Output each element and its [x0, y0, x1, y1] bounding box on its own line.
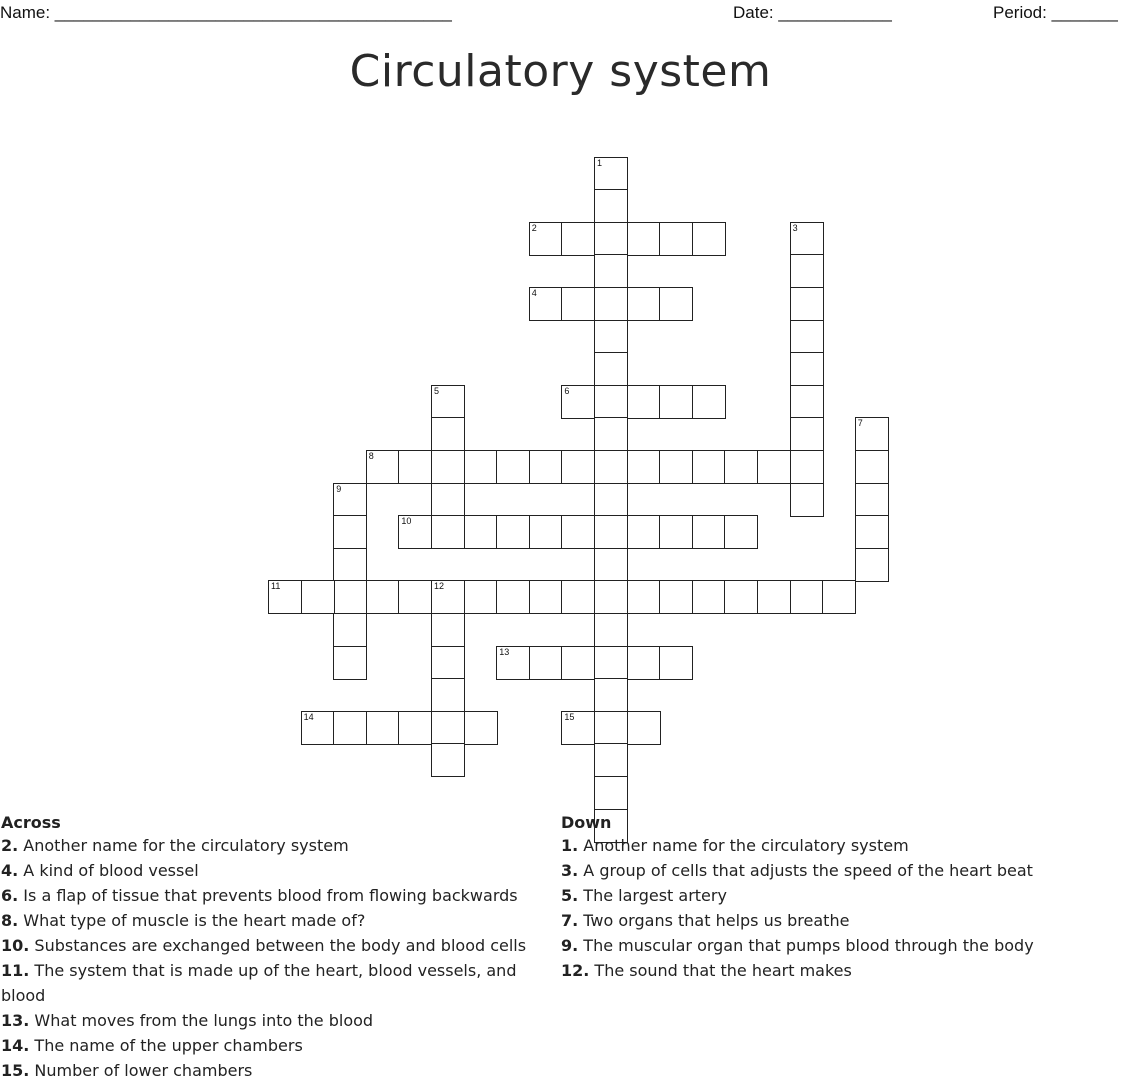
crossword-cell[interactable]: [627, 450, 661, 484]
crossword-cell[interactable]: [333, 548, 367, 582]
crossword-cell[interactable]: [692, 385, 726, 419]
clue-number: 5.: [561, 886, 579, 905]
crossword-cell[interactable]: [822, 580, 856, 614]
crossword-cell[interactable]: [855, 515, 889, 549]
crossword-cell[interactable]: [561, 450, 595, 484]
crossword-cell[interactable]: [724, 450, 758, 484]
crossword-cell[interactable]: [757, 580, 791, 614]
clue-number: 7: [857, 418, 863, 429]
clue-number: 11.: [1, 961, 30, 980]
crossword-cell[interactable]: [790, 352, 824, 386]
crossword-cell[interactable]: [301, 580, 335, 614]
crossword-cell[interactable]: [627, 515, 661, 549]
crossword-cell[interactable]: [724, 515, 758, 549]
crossword-cell[interactable]: [594, 320, 628, 354]
clue-number: 13: [499, 646, 510, 657]
crossword-cell[interactable]: [366, 450, 400, 484]
crossword-cell[interactable]: [431, 613, 465, 647]
crossword-cell[interactable]: [366, 580, 400, 614]
crossword-cell[interactable]: [659, 222, 693, 256]
clue-text: The largest artery: [578, 886, 727, 905]
crossword-cell[interactable]: [561, 711, 595, 745]
crossword-cell[interactable]: [333, 613, 367, 647]
clue-number: 15: [564, 711, 575, 722]
clue-text: Two organs that helps us breathe: [578, 911, 850, 930]
across-clue-list: [1, 833, 541, 1083]
clue-number: 7.: [561, 911, 579, 930]
crossword-cell[interactable]: [594, 613, 628, 647]
clue-number: 12.: [561, 961, 590, 980]
crossword-cell[interactable]: [398, 711, 432, 745]
crossword-cell[interactable]: [561, 646, 595, 680]
crossword-cell[interactable]: [594, 548, 628, 582]
clue-number: 1: [597, 157, 603, 168]
crossword-cell[interactable]: [594, 385, 628, 419]
across-clue: [1, 908, 541, 933]
crossword-cell[interactable]: [594, 743, 628, 777]
crossword-cell[interactable]: [398, 580, 432, 614]
crossword-cell[interactable]: [529, 287, 563, 321]
across-clue: [1, 858, 541, 883]
crossword-cell[interactable]: [333, 483, 367, 517]
across-clue: [1, 833, 541, 858]
clue-number: 10.: [1, 936, 30, 955]
clue-number: 3: [792, 222, 798, 233]
crossword-cell[interactable]: [529, 580, 563, 614]
clue-number: 2: [531, 222, 537, 233]
crossword-cell[interactable]: [431, 743, 465, 777]
crossword-cell[interactable]: [464, 450, 498, 484]
clue-text: The muscular organ that pumps blood through the body: [578, 936, 1034, 955]
crossword-cell[interactable]: [594, 254, 628, 288]
crossword-cell[interactable]: [561, 385, 595, 419]
clue-number: 6: [564, 385, 570, 396]
clue-text: Substances are exchanged between the body and blood cells: [29, 936, 527, 955]
clue-number: 12: [434, 581, 445, 592]
crossword-cell[interactable]: [594, 580, 628, 614]
clue-text: A kind of blood vessel: [18, 861, 199, 880]
crossword-cell[interactable]: [561, 287, 595, 321]
across-clue: [1, 883, 541, 908]
clue-text: A group of cells that adjusts the speed of the heart beat: [578, 861, 1033, 880]
crossword-cell[interactable]: [594, 711, 628, 745]
crossword-cell[interactable]: [790, 385, 824, 419]
crossword-cell[interactable]: [659, 515, 693, 549]
clue-number: 14: [303, 711, 314, 722]
down-clue: [561, 958, 1116, 983]
down-clue-list: [561, 833, 1116, 983]
clue-text: The name of the upper chambers: [29, 1036, 303, 1055]
crossword-cell[interactable]: [594, 678, 628, 712]
crossword-cell[interactable]: [268, 580, 302, 614]
crossword-cell[interactable]: [333, 646, 367, 680]
crossword-cell[interactable]: [627, 287, 661, 321]
clue-number: 14.: [1, 1036, 30, 1055]
crossword-cell[interactable]: [659, 385, 693, 419]
page-title: Circulatory system: [349, 46, 772, 97]
down-clue: [561, 833, 1116, 858]
crossword-cell[interactable]: [627, 222, 661, 256]
crossword-cell[interactable]: [594, 417, 628, 451]
date-field[interactable]: Date: ____________: [733, 3, 892, 22]
crossword-cell[interactable]: [594, 189, 628, 223]
crossword-cell[interactable]: [333, 580, 367, 614]
clue-text: Another name for the circulatory system: [578, 836, 909, 855]
crossword-cell[interactable]: [398, 450, 432, 484]
crossword-cell[interactable]: [627, 646, 661, 680]
clue-text: Another name for the circulatory system: [18, 836, 349, 855]
crossword-cell[interactable]: [855, 483, 889, 517]
across-clue: [1, 958, 541, 1008]
crossword-cell[interactable]: [692, 515, 726, 549]
crossword-cell[interactable]: [790, 580, 824, 614]
crossword-cell[interactable]: [659, 287, 693, 321]
crossword-cell[interactable]: [366, 711, 400, 745]
clue-number: 1.: [561, 836, 579, 855]
crossword-cell[interactable]: [659, 450, 693, 484]
clue-number: 8: [368, 451, 374, 461]
crossword-cell[interactable]: [790, 320, 824, 354]
crossword-cell[interactable]: [594, 450, 628, 484]
crossword-cell[interactable]: [561, 515, 595, 549]
clue-number: 9: [336, 483, 342, 494]
name-field[interactable]: Name: __________________________________________: [0, 3, 452, 22]
clue-text: Number of lower chambers: [29, 1061, 253, 1080]
clue-text: The sound that the heart makes: [589, 961, 852, 980]
down-heading: Down: [561, 813, 612, 832]
crossword-cell[interactable]: [627, 711, 661, 745]
crossword-cell[interactable]: [529, 646, 563, 680]
across-clues: [1, 813, 541, 1083]
crossword-cell[interactable]: [790, 287, 824, 321]
crossword-cell[interactable]: [594, 157, 628, 191]
clue-number: 13.: [1, 1011, 30, 1030]
down-clue: [561, 858, 1116, 883]
crossword-cell[interactable]: [790, 483, 824, 517]
clue-text: What type of muscle is the heart made of?: [18, 911, 366, 930]
down-clues: [561, 813, 1116, 983]
clue-text: Is a flap of tissue that prevents blood from flowing backwards: [18, 886, 518, 905]
crossword-cell[interactable]: [692, 222, 726, 256]
crossword-cell[interactable]: [627, 580, 661, 614]
clue-number: 2.: [1, 836, 19, 855]
crossword-cell[interactable]: [496, 646, 530, 680]
crossword-cell[interactable]: [692, 450, 726, 484]
crossword-cell[interactable]: [496, 580, 530, 614]
crossword-cell[interactable]: [594, 646, 628, 680]
crossword-cell[interactable]: [333, 711, 367, 745]
crossword-cell[interactable]: [855, 417, 889, 451]
across-clue: [1, 1058, 541, 1083]
down-clue: [561, 908, 1116, 933]
across-heading: Across: [1, 813, 61, 832]
across-clue: [1, 933, 541, 958]
crossword-cell[interactable]: [496, 450, 530, 484]
crossword-cell[interactable]: [594, 776, 628, 810]
period-field[interactable]: Period: _______: [993, 3, 1118, 22]
crossword-cell[interactable]: [496, 515, 530, 549]
crossword-cell[interactable]: [594, 352, 628, 386]
crossword-cell[interactable]: [659, 580, 693, 614]
clue-number: 9.: [561, 936, 579, 955]
clue-number: 8.: [1, 911, 19, 930]
clue-number: 5: [434, 385, 440, 396]
down-clue: [561, 933, 1116, 958]
crossword-cell[interactable]: [790, 417, 824, 451]
crossword-cell[interactable]: [529, 515, 563, 549]
clue-text: What moves from the lungs into the blood: [29, 1011, 374, 1030]
down-clue: [561, 883, 1116, 908]
clue-number: 15.: [1, 1061, 30, 1080]
clue-number: 4: [531, 288, 537, 298]
crossword-cell[interactable]: [529, 222, 563, 256]
crossword-cell[interactable]: [627, 385, 661, 419]
crossword-cell[interactable]: [594, 287, 628, 321]
crossword-cell[interactable]: [398, 515, 432, 549]
across-clue: [1, 1033, 541, 1058]
crossword-cell[interactable]: [431, 646, 465, 680]
crossword-cell[interactable]: [855, 450, 889, 484]
crossword-cell[interactable]: [464, 711, 498, 745]
clue-number: 10: [401, 516, 412, 527]
crossword-cell[interactable]: [431, 385, 465, 419]
crossword-cell[interactable]: [790, 222, 824, 256]
crossword-cell[interactable]: [659, 646, 693, 680]
crossword-cell[interactable]: [529, 450, 563, 484]
crossword-cell[interactable]: [431, 515, 465, 549]
crossword-cell[interactable]: [431, 417, 465, 451]
across-clue: [1, 1008, 541, 1033]
crossword-cell[interactable]: [561, 580, 595, 614]
crossword-cell[interactable]: [464, 515, 498, 549]
crossword-cell[interactable]: [431, 711, 465, 745]
crossword-cell[interactable]: [431, 483, 465, 517]
crossword-cell[interactable]: [464, 580, 498, 614]
clue-number: 11: [271, 581, 281, 592]
crossword-cell[interactable]: [594, 222, 628, 256]
crossword-cell[interactable]: [594, 515, 628, 549]
crossword-cell[interactable]: [431, 450, 465, 484]
crossword-cell[interactable]: [790, 450, 824, 484]
crossword-cell[interactable]: [724, 580, 758, 614]
crossword-cell[interactable]: [333, 515, 367, 549]
crossword-cell[interactable]: [855, 548, 889, 582]
crossword-cell[interactable]: [431, 580, 465, 614]
crossword-cell[interactable]: [692, 580, 726, 614]
clue-number: 3.: [561, 861, 579, 880]
crossword-cell[interactable]: [431, 678, 465, 712]
crossword-cell[interactable]: [561, 222, 595, 256]
clue-text: The system that is made up of the heart, blood vessels, and blood: [1, 961, 517, 1005]
crossword-cell[interactable]: [757, 450, 791, 484]
crossword-cell[interactable]: [301, 711, 335, 745]
crossword-cell[interactable]: [594, 483, 628, 517]
crossword-cell[interactable]: [790, 254, 824, 288]
clue-number: 4.: [1, 861, 19, 880]
clue-number: 6.: [1, 886, 19, 905]
